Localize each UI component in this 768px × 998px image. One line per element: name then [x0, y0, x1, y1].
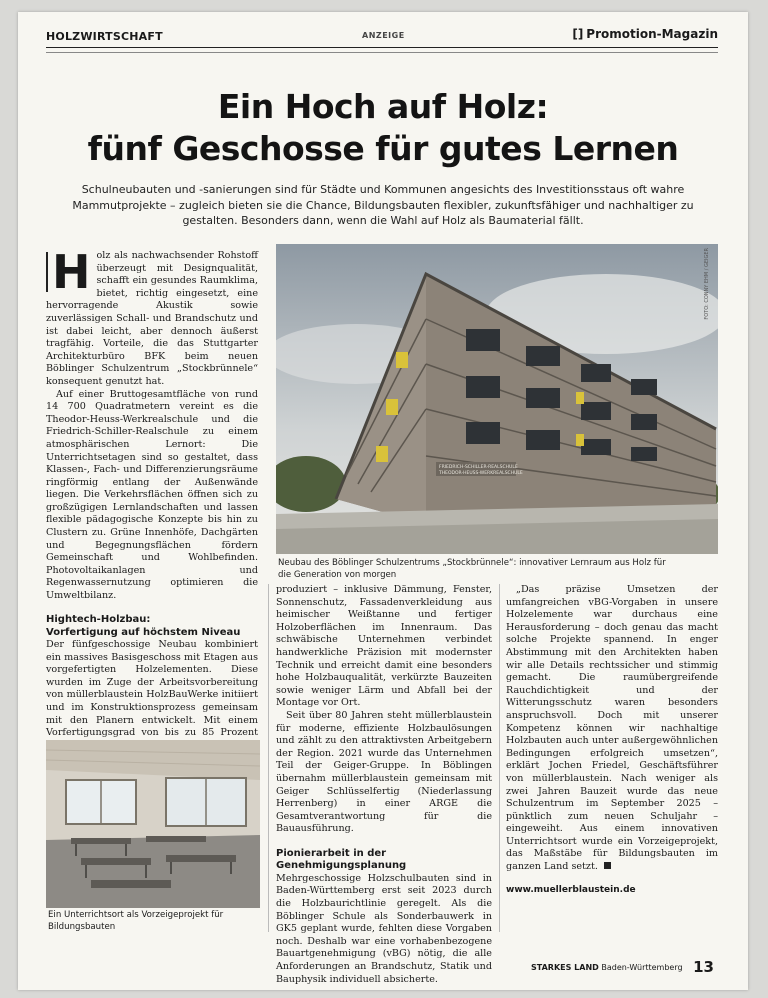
- footer-brand: STARKES LAND: [531, 963, 599, 972]
- paragraph-6: Mehrgeschossige Holzschulbauten sind in Baden-Württemberg erst seit 2023 durch die Holzbaurichtlinie geregelt. Als die Böblinger Schule als Sonderbauwerk in GK5 geplant wurde, fehlten diese Vorgaben noch. Deshalb war eine vorhabenbezogene Bauartgenehmigung (vBG) nötig, die alle Anforderungen an Brandschutz, Statik und Bauphysik individuell absicherte.: [276, 872, 492, 985]
- subhead-pionierarbeit-line-1: Pionierarbeit in der: [276, 847, 387, 859]
- paragraph-7-text: „Das präzise Umsetzen der umfangreichen vBG-Vorgaben in unsere Holzelemente war durchaus eine Herausforderung – doch genau das macht solche Projekte spannend. In enger Abstimmung mit den Architekten haben wir alle Details rechtssicher und stimmig gemacht. Die raumübergreifende Rauchdichtigkeit und der Witterungsschutz waren besonders anspruchsvoll. Doch mit unserer Kompetenz können wir nachhaltige Holzbauten auch unter außergewöhnlichen Bedingungen erfolgreich umsetzen“, erklärt Jochen Friedel, Geschäftsführer von müllerblaustein. Nach weniger als zwei Jahren Bauzeit wurde das neue Schulzentrum im September 2025 – pünktlich zum neuen Schuljahr – eingeweiht. Aus einem innovativen Unterrichtsort wurde ein Vorzeigeprojekt, das Maßstäbe für Bildungsbauten im ganzen Land setzt.: [506, 584, 718, 873]
- page-number: 13: [693, 958, 714, 976]
- paragraph-2: Auf einer Bruttogesamtfläche von rund 14 700 Quadratmetern vereint es die Theodor-Heuss-Werkrealschule und die Friedrich-Schiller-Realschule zu einem atmosphärischen Lernort: Die Unterrichtsetagen sind so gestaltet, dass Klassen-, Fach- und Differenzierungsräume ringförmig entlang der Außenwände liegen. Die Verkehrsflächen öffnen sich zu großzügigen Lernlandschaften und lassen flexible pädagogische Konzepte bis hin zu Clustern zu. Grüne Innenhöfe, Dachgärten und Begegnungsflächen fördern Gemeinschaft und Wohlbefinden. Photovoltaikanlagen und Regenwassernutzung optimieren die Umweltbilanz.: [46, 388, 258, 602]
- title-line-1: Ein Hoch auf Holz:: [217, 87, 549, 126]
- building-sign-line-2: THEODOR-HEUSS-WERKREALSCHULE: [439, 471, 523, 476]
- title-line-2: fünf Geschosse für gutes Lernen: [87, 129, 679, 168]
- classroom-photo-caption: Ein Unterrichtsort als Vorzeigeprojekt für Bildungsbauten: [48, 910, 224, 932]
- paragraph-1: olz als nachwachsender Rohstoff überzeugt mit Designqualität, schafft ein gesundes Raumklima, bietet, richtig eingesetzt, eine hervorragende Akustik sowie zuverlässigen Schall- und Brandschutz und ist dabei leicht, aber dennoch äußerst tragfähig. Vorteile, die das Stuttgarter Architekturbüro BFK beim neuen Böblinger Schulzentrum „Stockbrünnele“ konsequent genutzt hat.: [46, 250, 258, 387]
- subhead-pionierarbeit: [276, 848, 492, 873]
- column-2: [276, 584, 492, 986]
- subhead-hightech-line-2: Vorfertigung auf höchstem Niveau: [46, 626, 241, 638]
- article-lead: Schulneubauten und -sanierungen sind für Städte und Kommunen angesichts des Investitionsstaus oft wahre Mammutprojekte – zugleich bieten sie die Chance, Bildungsbauten flexibler, zukunftsfähiger und nachhaltiger zu gestalten. Besonders dann, wenn die Wahl auf Holz als Baumaterial fällt.: [72, 183, 694, 227]
- page-footer: [531, 958, 714, 976]
- subhead-hightech: [46, 614, 258, 639]
- magazine-name: Promotion-Magazin: [586, 27, 718, 41]
- magazine-label: [572, 27, 718, 41]
- classroom-illustration: [46, 740, 260, 908]
- subhead-hightech-line-1: Hightech-Holzbau:: [46, 614, 151, 625]
- end-mark-icon: [604, 862, 611, 869]
- paragraph-5: Seit über 80 Jahren steht müllerblaustein für moderne, effiziente Holzbaulösungen und zählt zu den attraktivsten Arbeitgebern der Region. 2021 wurde das Unternehmen Teil der Geiger-Gruppe. In Böblingen übernahm müllerblaustein gemeinsam mit Geiger Schlüsselfertig (Niederlassung Herrenberg) in einer ARGE die Gesamtverantwortung für die Bauausführung.: [276, 709, 492, 835]
- main-photo-school-building: [276, 244, 718, 554]
- main-photo-caption: Neubau des Böblinger Schulzentrums „Stockbrünnele“: innovativer Lernraum aus Holz für die Generation von morgen: [278, 558, 666, 580]
- header-divider: [46, 52, 718, 53]
- paragraph-4: produziert – inklusive Dämmung, Fenster, Sonnenschutz, Fassadenverkleidung aus heimischer Weißtanne und fertiger Holzoberflächen im Innenraum. Das schwäbische Unternehmen verbindet handwerkliche Präzision mit modernster Technik und erreicht damit eine besonders hohe Holzbauqualität, verkürzte Bauzeiten sowie weniger Lärm und Abfall bei der Montage vor Ort.: [276, 584, 492, 709]
- magazine-page: [18, 12, 748, 990]
- school-building-illustration: [276, 244, 718, 554]
- article-title: [18, 86, 748, 170]
- section-label: HOLZWIRTSCHAFT: [46, 30, 163, 43]
- dropcap: H: [46, 252, 91, 292]
- subhead-pionierarbeit-line-2: Genehmigungsplanung: [276, 860, 407, 872]
- bracket-icon: []: [572, 27, 584, 41]
- column-1-top: [46, 245, 258, 603]
- footer-region: Baden-Württemberg: [601, 963, 683, 972]
- column-rule-1: [268, 584, 269, 932]
- building-sign-line-1: FRIEDRICH-SCHILLER-REALSCHULE: [439, 465, 518, 470]
- photo-credit: FOTO: CONNY EHM / GEIGER: [704, 248, 710, 320]
- ad-label: ANZEIGE: [362, 31, 405, 40]
- column-3: [506, 584, 718, 896]
- website-link[interactable]: www.muellerblaustein.de: [506, 884, 636, 895]
- paragraph-3: Der fünfgeschossige Neubau kombiniert ein massives Basisgeschoss mit Etagen aus vorgefertigten Holzelementen. Diese wurden im Zuge der Arbeitsvorbereitung von müllerblaustein HolzBauWerke initiiert und im Konstruktionsprozess gemeinsam mit den Planern entwickelt. Mit einem Vorfertigungsgrad von bis zu 85 Prozent: [46, 639, 258, 739]
- column-rule-2: [499, 584, 500, 932]
- classroom-photo: [46, 740, 260, 908]
- page-header: [46, 26, 718, 48]
- paragraph-7: [506, 584, 718, 874]
